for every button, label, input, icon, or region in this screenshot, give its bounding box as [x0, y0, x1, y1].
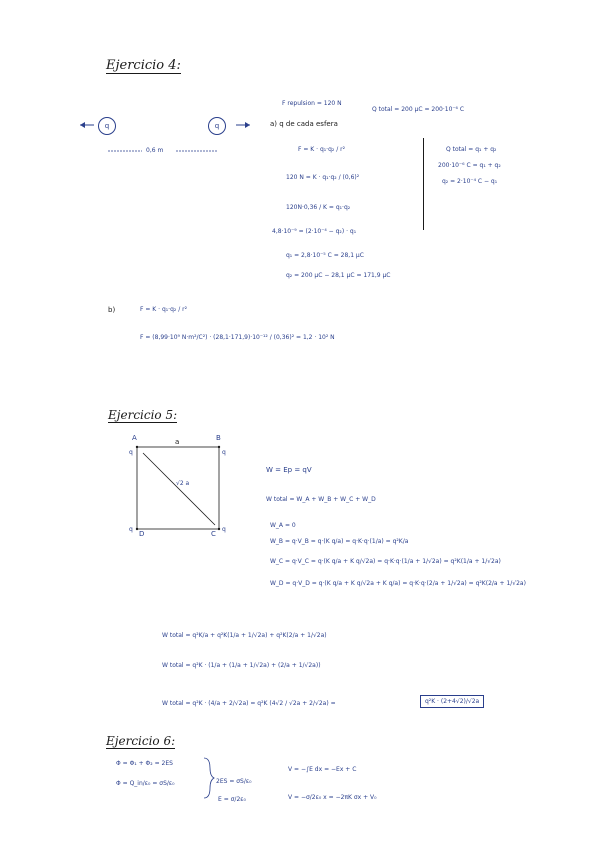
ex6-potential-1: V = −∫E dx = −Ex + C [288, 766, 357, 773]
ex4-eq-5: q₁ = 2,8·10⁻⁵ C = 28,1 μC [286, 252, 364, 259]
ex4-right-1: Q total = q₁ + q₂ [446, 146, 497, 153]
ex4-b-eq-2: F = (8,99·10⁹ N·m²/C²) · (28,1·171,9)·10⁻¹² / (0,36)² = 1,2 · 10² N [140, 334, 335, 341]
ex5-eq-6: W_D = q·V_D = q·(K q/a + K q/√2a + K q/a) = q·K·q·(2/a + 1/√2a) = q²K(2/a + 1/√2a) [270, 580, 526, 587]
diagonal-label: √2 a [176, 480, 190, 487]
charge-a: q [129, 449, 133, 456]
charge-right: q [208, 117, 226, 135]
ex5-total-2: W total = q²K · (1/a + (1/a + 1/√2a) + (2/a + 1/√2a)) [162, 662, 321, 669]
ex4-title: Ejercicio 4: [106, 58, 181, 73]
ex4-eq-3: 120N·0,36 / K = q₁·q₂ [286, 204, 351, 211]
vertex-c-label: C [211, 530, 216, 538]
ex6-potential-2: V = −σ/2ε₀ x = −2πK σx + V₀ [288, 794, 377, 801]
ex4-eq-4: 4,8·10⁻⁹ = (2·10⁻⁴ − q₂) · q₁ [272, 228, 357, 235]
ex5-eq-5: W_C = q·V_C = q·(K q/a + K q/√2a) = q·K·q·(1/a + 1/√2a) = q²K(1/a + 1/√2a) [270, 558, 501, 565]
ex5-title: Ejercicio 5: [108, 408, 178, 422]
ex4-eq-6: q₂ = 200 μC − 28,1 μC = 171,9 μC [286, 272, 391, 279]
ex4-part-b: b) [108, 306, 116, 314]
side-label: a [175, 438, 180, 446]
ex4-right-2: 200·10⁻⁶ C = q₁ + q₂ [438, 162, 501, 169]
ex6-eq-3: 2ES = σS/ε₀ [216, 778, 252, 785]
ex4-right-3: q₂ = 2·10⁻⁴ C − q₁ [442, 178, 498, 185]
ex6-title: Ejercicio 6: [106, 734, 176, 748]
vertex-d-label: D [139, 530, 145, 538]
ex6-eq-4: E = σ/2ε₀ [218, 796, 246, 803]
charge-left: q [98, 117, 116, 135]
ex5-eq-2: W total = W_A + W_B + W_C + W_D [266, 496, 376, 503]
ex6-eq-2: Φ = Q_in/ε₀ = σS/ε₀ [116, 780, 175, 787]
ex5-result-box: q²K · (2+4√2)/√2a [420, 695, 484, 708]
ex5-total-3: W total = q²K · (4/a + 2/√2a) = q²K (4√2 / √2a + 2/√2a) = [162, 700, 336, 707]
ex4-eq-1: F = K · q₁·q₂ / r² [298, 146, 345, 153]
ex4-part-a: a) q de cada esfera [270, 120, 338, 128]
ex5-total-1: W total = q²K/a + q²K(1/a + 1/√2a) + q²K(2/a + 1/√2a) [162, 632, 327, 639]
charge-c: q [222, 526, 226, 533]
ex4-force-given: F repulsion = 120 N [282, 100, 342, 107]
ex4-eq-2: 120 N = K · q₁·q₂ / (0,6)² [286, 174, 360, 181]
ex5-eq-1: W = Ep = qV [266, 466, 312, 474]
ex4-b-eq-1: F = K · q₁·q₂ / r² [140, 306, 187, 313]
ex4-qtotal-given: Q total = 200 μC = 200·10⁻⁶ C [372, 106, 465, 113]
charge-d: q [129, 526, 133, 533]
ex5-eq-3: W_A = 0 [270, 522, 296, 529]
ex4-distance: 0,6 m [146, 147, 164, 154]
ex6-eq-1: Φ = Φ₁ + Φ₂ = 2ES [116, 760, 173, 767]
vertex-b-label: B [216, 434, 221, 442]
vertex-a-label: A [132, 434, 137, 442]
ex5-eq-4: W_B = q·V_B = q·(K q/a) = q·K·q·(1/a) = q²K/a [270, 538, 409, 545]
charge-b: q [222, 449, 226, 456]
